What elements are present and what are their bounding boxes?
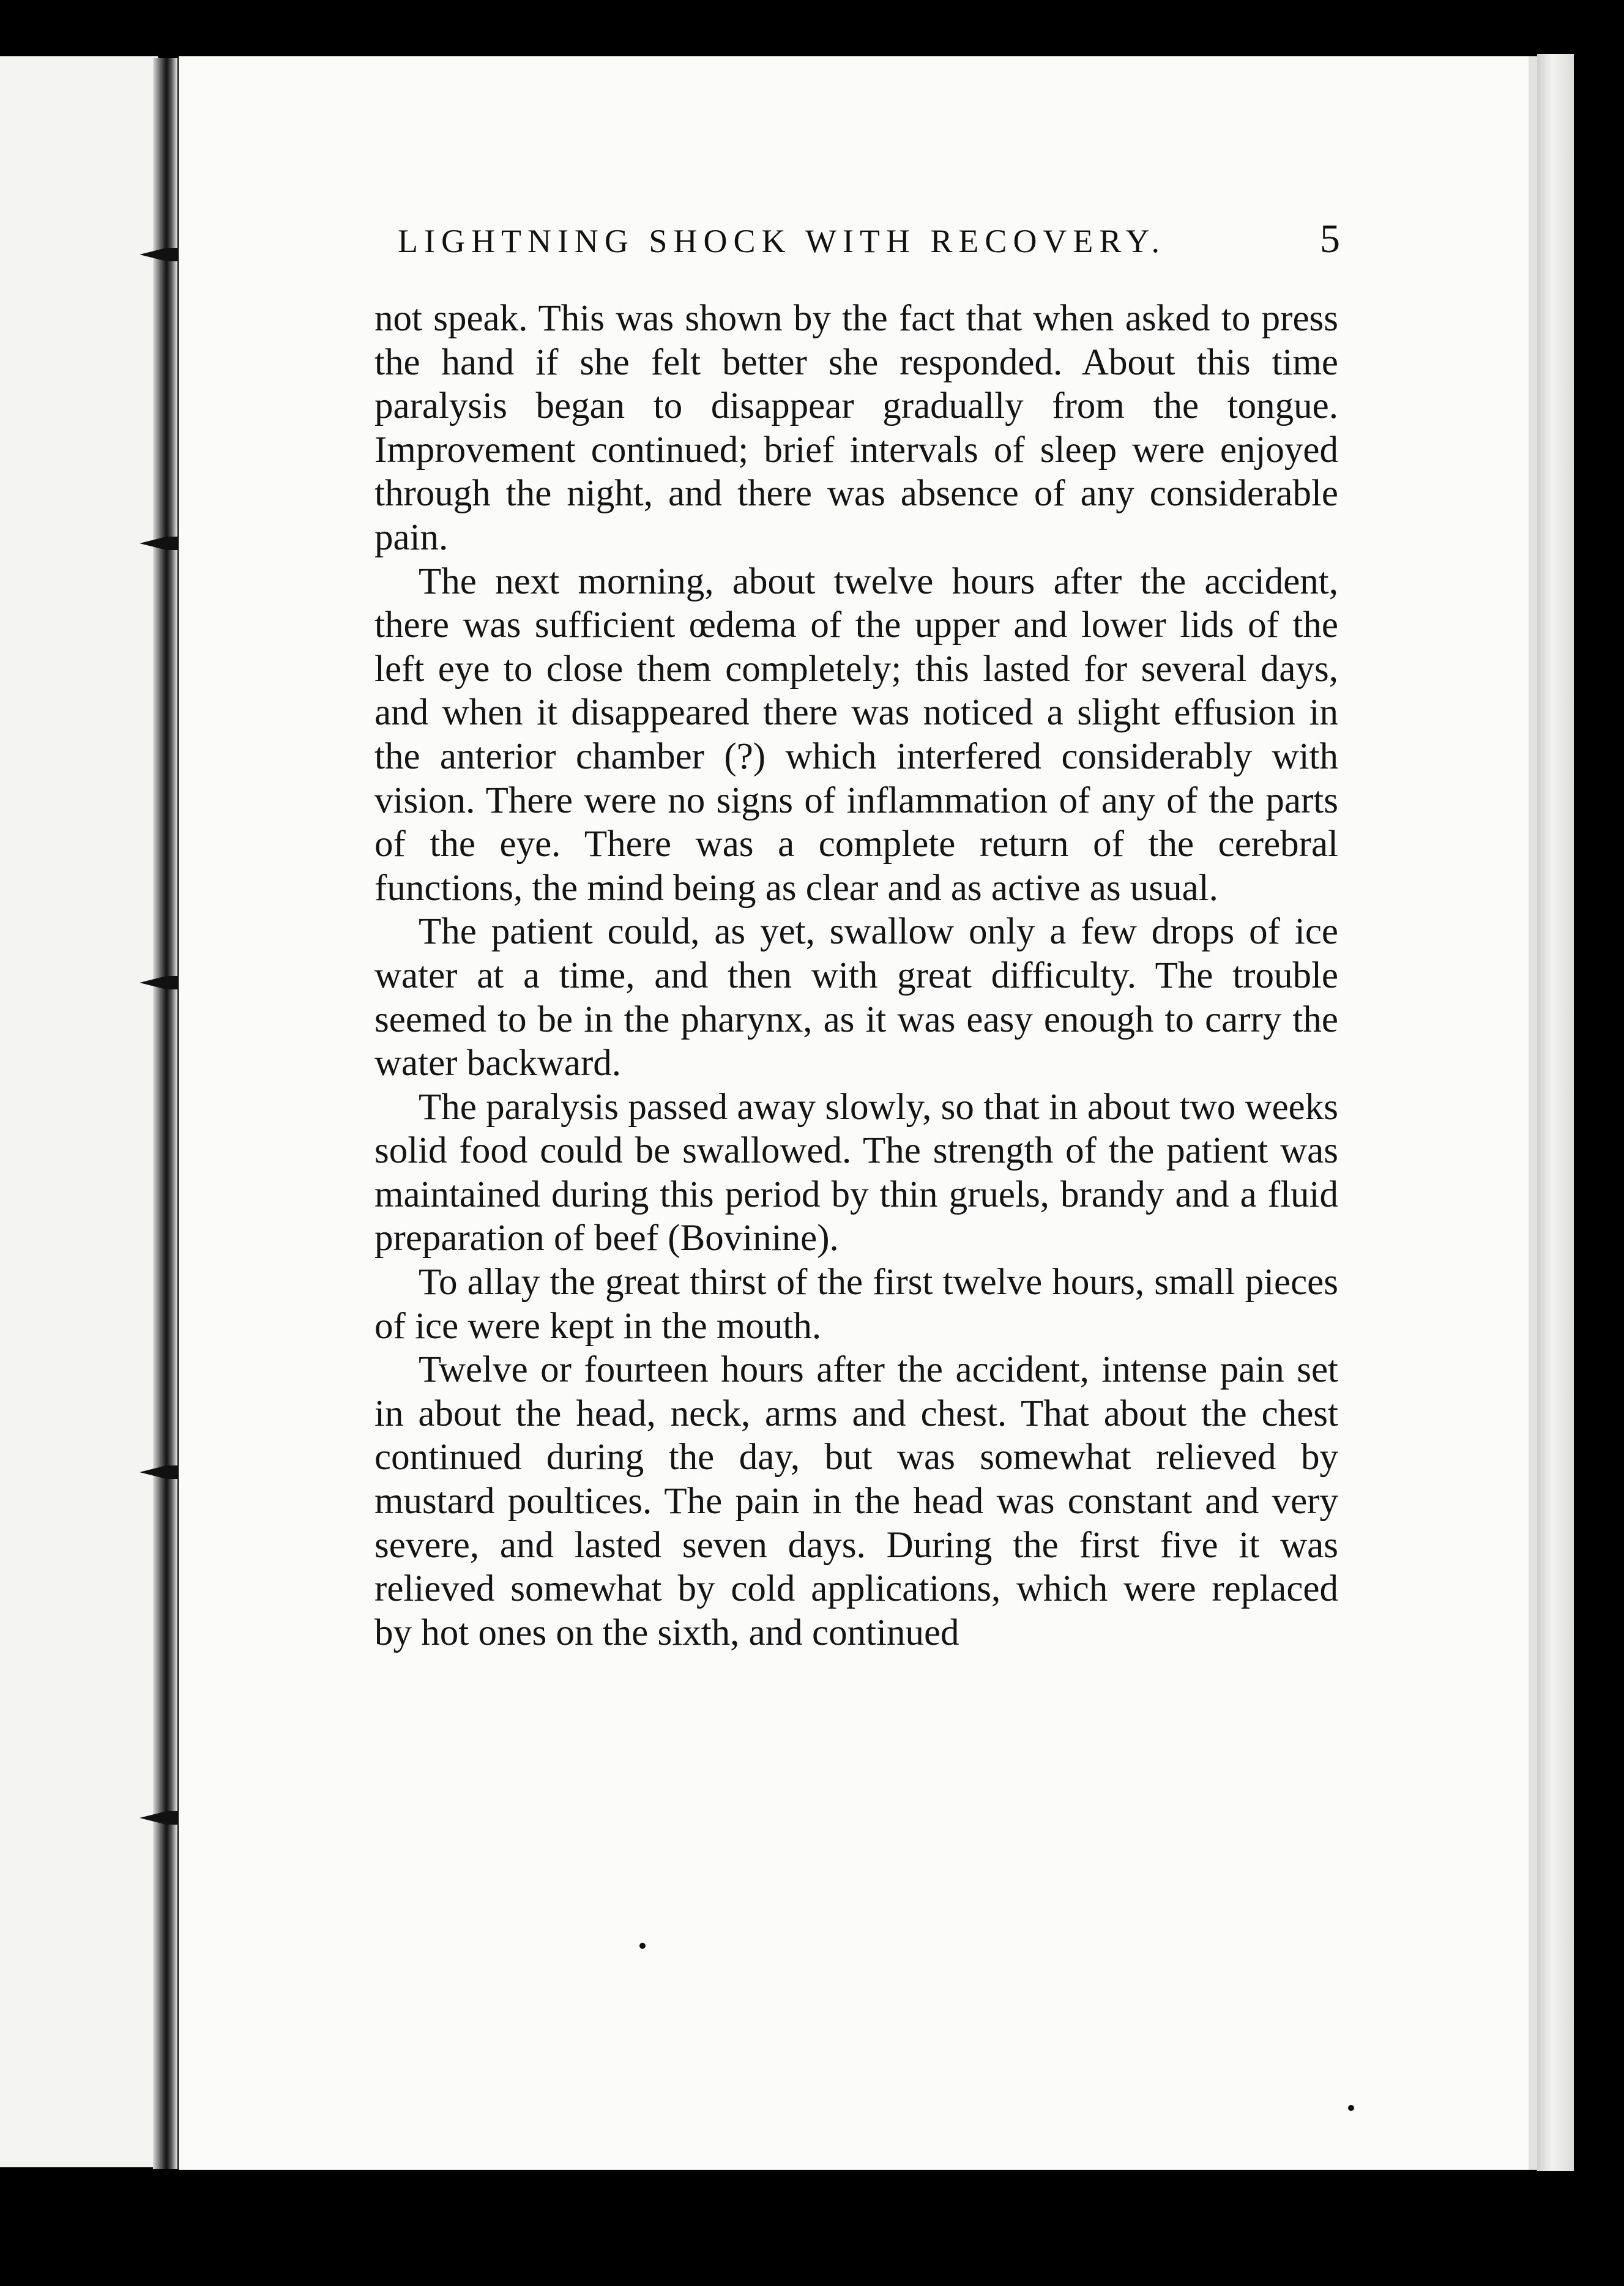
book-spine [153, 58, 177, 2169]
paragraph: To allay the great thirst of the first twelve hours, small pieces of ice were kept in the mouth. [374, 1262, 1338, 1347]
page-header [398, 211, 1340, 278]
body-text [374, 297, 1338, 1655]
page-edge-shadow [1537, 54, 1574, 2171]
paragraph: The paralysis passed away slowly, so that in about two weeks solid food could be swallowed. The strength of the patient was maintained during this period by thin gruels, brandy and a fluid preparation of beef (Bovinine). [374, 1086, 1338, 1259]
paragraph: Twelve or fourteen hours after the accident, intense pain set in about the head, neck, arms and chest. That about the chest continued during the day, but was somewhat relieved by mustard poultices. The pain in the head was constant and very severe, and lasted seven days. During the first five it was relieved somewhat by cold applications, which were replaced by hot ones on the sixth, and continued [374, 1349, 1338, 1653]
paragraph: not speak. This was shown by the fact that when asked to press the hand if she felt better she responded. About this time paralysis began to disappear gradually from the tongue. Improvement continued; brief intervals of sleep were enjoyed through the night, and there was absence of any considerable pain. [374, 298, 1338, 558]
ink-speck [639, 1943, 646, 1949]
paragraph: The patient could, as yet, swallow only a few drops of ice water at a time, and then with great difficulty. The trouble seemed to be in the pharynx, as it was easy enough to carry the water backward. [374, 911, 1338, 1084]
paragraph: The next morning, about twelve hours after the accident, there was sufficient œdema of the upper and lower lids of the left eye to close them completely; this lasted for several days, and when it disappeared there was noticed a slight effusion in the anterior chamber (?) which interfered considerably with vision. There were no signs of inflammation of any of the parts of the eye. There was a complete return of the cerebral functions, the mind being as clear and as active as usual. [374, 560, 1338, 909]
ink-speck [1348, 2105, 1354, 2111]
facing-page-edge [0, 56, 158, 2167]
running-head: LIGHTNING SHOCK WITH RECOVERY. [398, 223, 1166, 259]
page-number: 5 [1320, 217, 1340, 261]
